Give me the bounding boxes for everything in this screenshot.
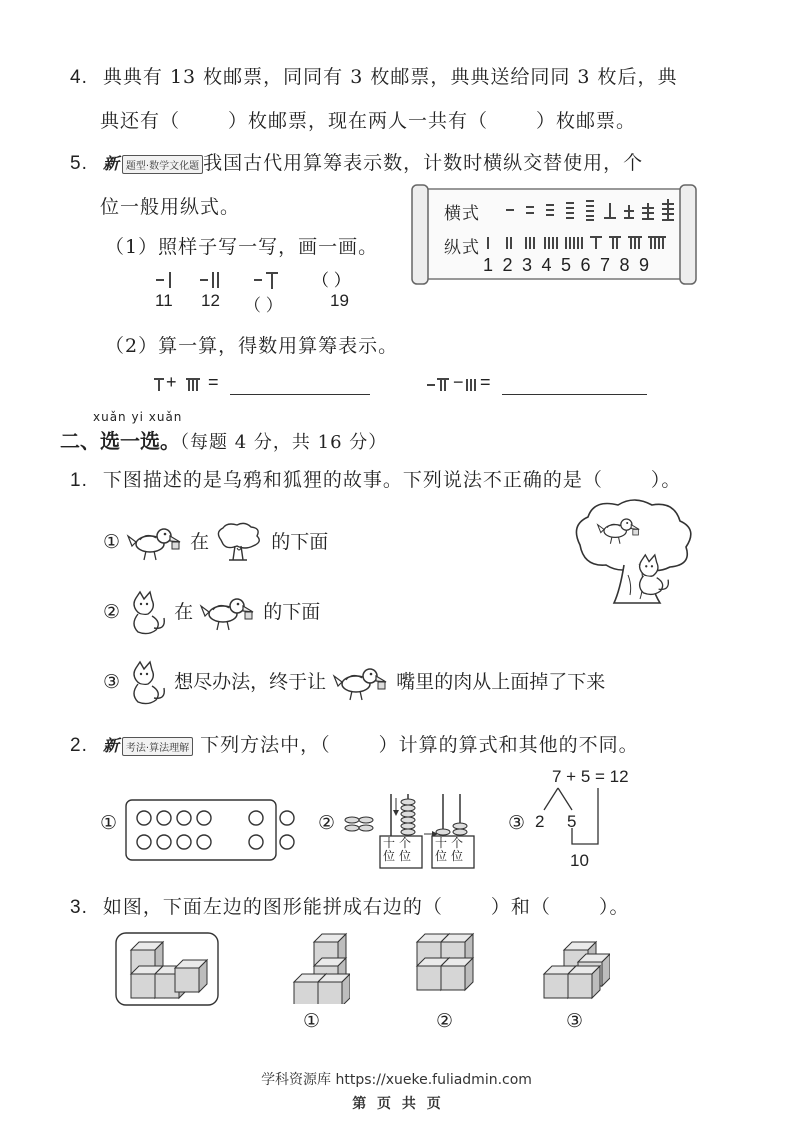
q5-eq2-answer[interactable] <box>502 394 647 395</box>
q5-eq1-answer[interactable] <box>230 394 370 395</box>
rod-label-12: 12 <box>201 291 220 310</box>
c3-label-3: ③ <box>566 1010 584 1032</box>
q4-number: 4. <box>70 67 88 88</box>
c3-option3-shape[interactable] <box>540 940 610 1004</box>
c2-split-right: 5 <box>567 812 577 831</box>
fox-icon <box>126 660 168 706</box>
crow-fox-tree-illustration <box>570 495 700 615</box>
c2-split-equation: 7 + 5 = 12 <box>552 767 629 786</box>
c1-line <box>70 465 681 492</box>
c1-number: 1. <box>70 470 88 491</box>
abacus1-ones-label: 个 位 <box>399 836 412 863</box>
q4-text-line1: 典典有 13 枚邮票，同同有 3 枚邮票，典典送给同同 3 枚后，典 <box>102 66 678 88</box>
scroll-heng-label: 横式 <box>444 204 480 224</box>
c1-opt2-text-b: 的下面 <box>263 601 321 623</box>
scroll-digit: 8 <box>619 255 630 275</box>
q5-eq2-equals: = <box>480 372 491 392</box>
section2-pinyin: xuǎn yi xuǎn <box>93 410 183 424</box>
scroll-digit: 4 <box>541 255 552 275</box>
c1-opt3-text-a: 想尽办法，终于让 <box>174 671 327 693</box>
c3-label-2: ② <box>436 1010 454 1032</box>
q5-eq1-plus: + <box>166 372 177 392</box>
c3-label-1: ① <box>303 1010 321 1032</box>
abacus2-tens-label: 十 位 <box>435 836 448 863</box>
q4-line1 <box>70 62 678 89</box>
c2-opt3-mark[interactable]: ③ <box>508 812 526 834</box>
q5-eq2-rods <box>425 374 505 396</box>
c2-text-end: ）计算的算式和其他的不同。 <box>378 734 639 756</box>
q5-part1-title: （1）照样子写一写，画一画。 <box>105 236 379 258</box>
c2-opt2-mark[interactable]: ② <box>318 812 336 834</box>
c3-option2-shape[interactable] <box>415 932 475 1000</box>
c1-opt2-mark: ② <box>103 601 121 623</box>
q5-part1-blank-top[interactable]: （ ） <box>312 271 351 290</box>
crow-icon <box>199 594 257 632</box>
q4-line2 <box>100 106 636 133</box>
scroll-digit: 3 <box>522 255 533 275</box>
q5-text-line1: 我国古代用算筹表示数，计数时横纵交替使用，个 <box>203 152 644 174</box>
c3-source-shapes <box>115 932 220 1008</box>
c1-opt2-text-a: 在 <box>174 601 194 623</box>
c1-opt1-mark: ① <box>103 531 121 553</box>
rod-16 <box>254 273 278 289</box>
c1-opt3[interactable] <box>103 660 605 706</box>
footer-page: 第 页 共 页 <box>352 1096 441 1112</box>
c3-line <box>70 892 629 919</box>
scroll-digit: 6 <box>580 255 591 275</box>
c2-split-left: 2 <box>535 812 545 831</box>
c3-text-end: ）。 <box>598 896 630 918</box>
c3-number: 3. <box>70 897 88 918</box>
q5-eq2-minus: − <box>453 372 464 392</box>
c3-option1-shape[interactable] <box>290 932 350 1004</box>
section2-title: 二、选一选。 <box>60 429 180 453</box>
section2-note: （每题 4 分，共 16 分） <box>180 432 388 453</box>
q4-text-b: ）枚邮票，现在两人一共有（ <box>228 110 489 132</box>
q5-eq1-rods <box>152 374 232 396</box>
q5-number: 5. <box>70 153 88 174</box>
rod-label-19: 19 <box>330 291 349 310</box>
rod-label-11: 11 <box>155 291 173 310</box>
c1-opt1-text-b: 的下面 <box>271 531 329 553</box>
scroll-digit: 9 <box>639 255 650 275</box>
c1-opt1[interactable] <box>103 522 328 564</box>
rod-11 <box>156 272 170 288</box>
q5-type-tag: 题型·数学文化题 <box>122 155 203 174</box>
footer-source: 学科资源库 https://xueke.fuliadmin.com <box>261 1072 532 1088</box>
rod-12 <box>200 272 218 288</box>
section2-header <box>60 425 387 454</box>
scroll-zong-label: 纵式 <box>444 238 480 258</box>
c2-text: 下列方法中，（ <box>200 734 331 756</box>
q5-part2-title: （2）算一算，得数用算筹表示。 <box>105 335 399 357</box>
counting-rod-scroll <box>410 183 700 286</box>
abacus2-ones-label: 个 位 <box>451 836 464 863</box>
q5-text-line2: 位一般用纵式。 <box>100 196 241 218</box>
c1-opt1-text-a: 在 <box>190 531 210 553</box>
c2-split-result: 10 <box>570 851 589 870</box>
c2-opt1-mark[interactable]: ① <box>100 812 118 834</box>
c1-opt3-mark: ③ <box>103 671 121 693</box>
c3-text: 如图，下面左边的图形能拼成右边的（ <box>102 896 443 918</box>
q5-eq1-equals: = <box>208 372 219 392</box>
crow-icon <box>332 664 390 702</box>
scroll-digits <box>483 255 659 276</box>
scroll-digit: 1 <box>483 255 494 275</box>
crow-icon <box>126 524 184 562</box>
scroll-digit: 2 <box>502 255 513 275</box>
c2-new-badge: 新 <box>102 736 120 755</box>
scroll-digit: 5 <box>561 255 572 275</box>
c1-opt2[interactable] <box>103 590 320 636</box>
c2-number: 2. <box>70 735 88 756</box>
q5-new-badge: 新 <box>102 154 120 173</box>
c2-type-tag: 考法·算法理解 <box>122 737 193 756</box>
rod-label-blank[interactable]: （ ） <box>244 296 283 315</box>
scroll-digit: 7 <box>600 255 611 275</box>
c2-line <box>70 730 639 757</box>
c1-text-end: ）。 <box>650 469 682 491</box>
q5-line1 <box>70 148 643 175</box>
c2-opt1-dot-frame <box>124 798 300 864</box>
tree-icon <box>215 522 265 564</box>
fox-icon <box>126 590 168 636</box>
abacus1-tens-label: 十 位 <box>383 836 396 863</box>
c1-text: 下图描述的是乌鸦和狐狸的故事。下列说法不正确的是（ <box>102 469 603 491</box>
q4-text-c: ）枚邮票。 <box>536 110 637 132</box>
q4-text-a: 典还有（ <box>100 110 181 132</box>
c1-opt3-text-b: 嘴里的肉从上面掉了下来 <box>396 671 606 693</box>
c3-text-mid: ）和（ <box>490 896 551 918</box>
